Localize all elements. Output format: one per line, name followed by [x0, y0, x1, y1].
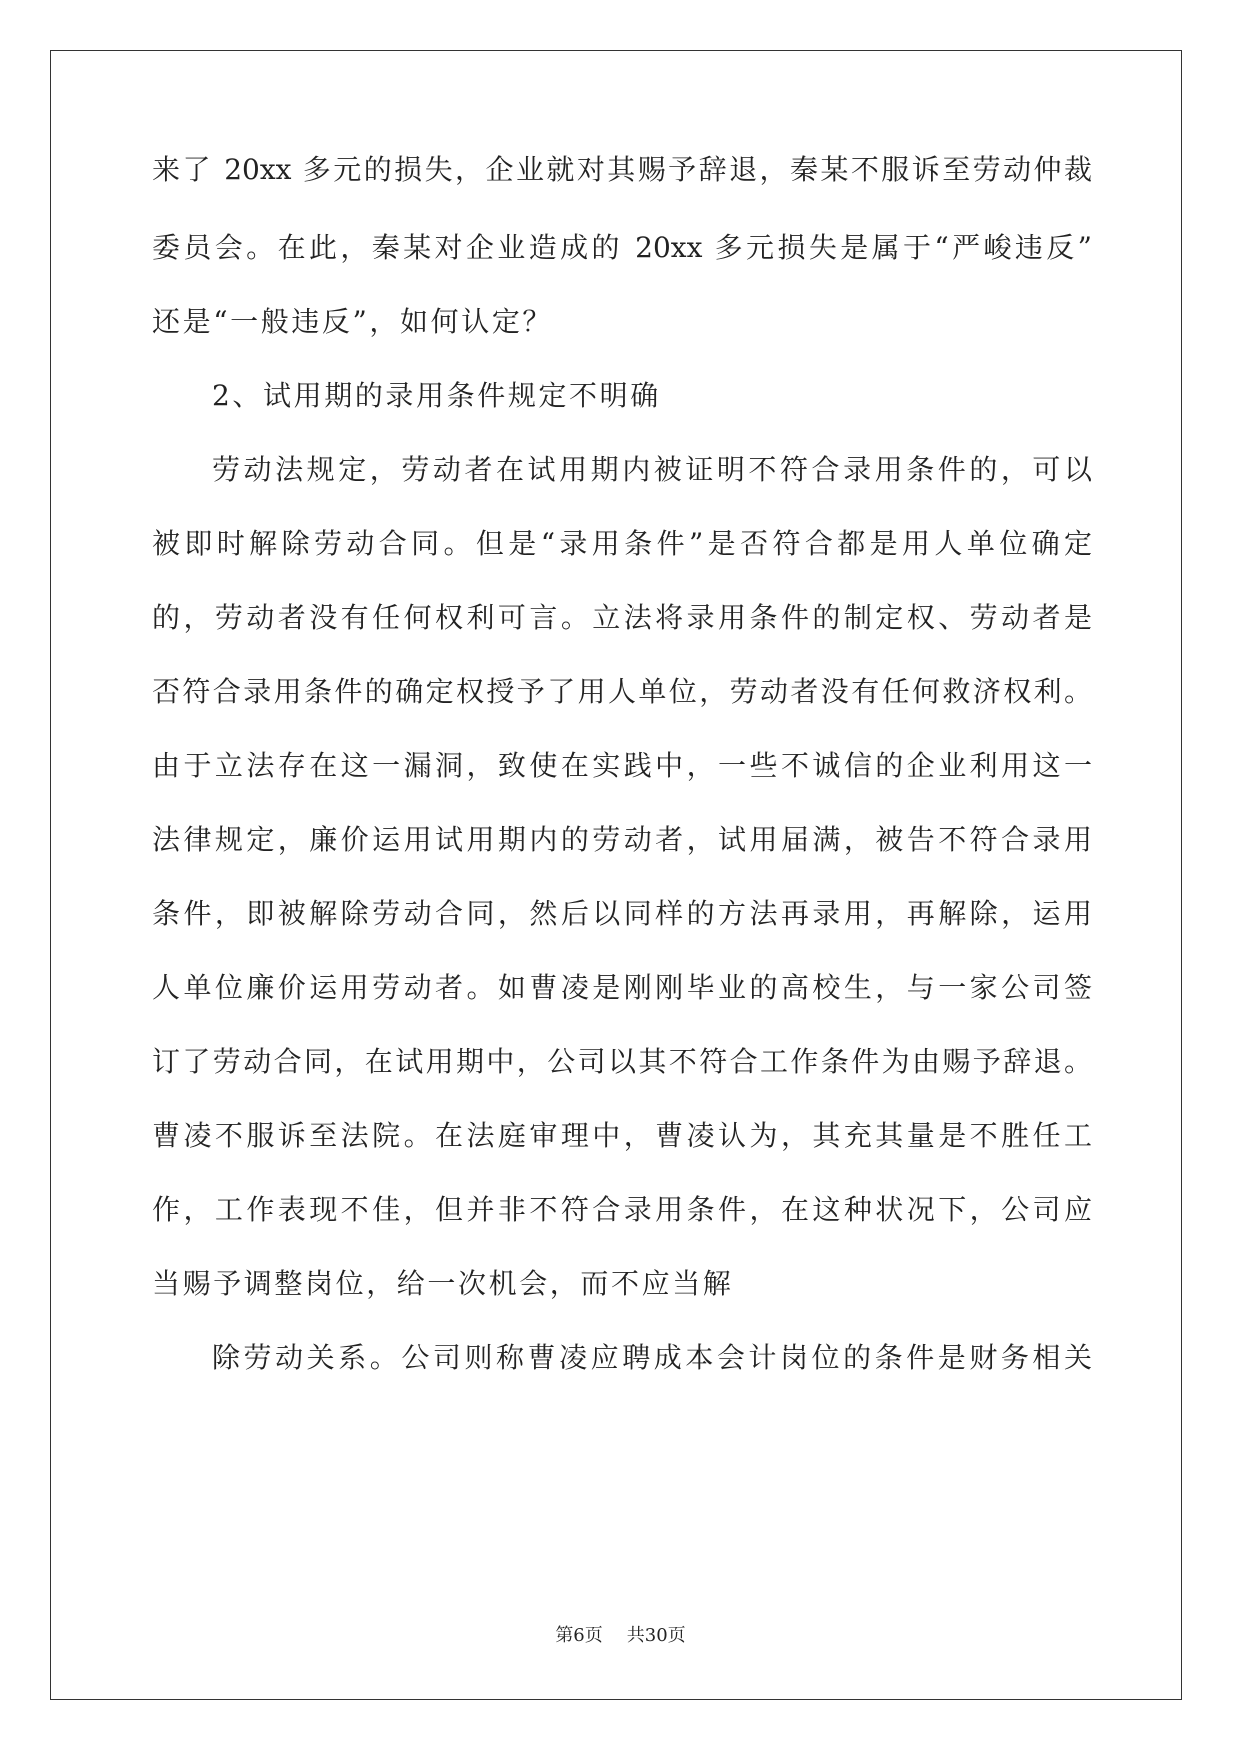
- total-pages-label: 共30页: [626, 1625, 686, 1646]
- body-line: 的，劳动者没有任何权利可言。立法将录用条件的制定权、劳动者是: [152, 601, 1092, 634]
- body-line: 来了 20xx 多元的损失，企业就对其赐予辞退，秦某不服诉至劳动仲裁: [152, 153, 1092, 186]
- body-line: 劳动法规定，劳动者在试用期内被证明不符合录用条件的，可以: [212, 453, 1092, 486]
- body-line: 被即时解除劳动合同。但是“录用条件”是否符合都是用人单位确定: [152, 527, 1092, 560]
- body-line: 作，工作表现不佳，但并非不符合录用条件，在这种状况下，公司应: [152, 1193, 1092, 1226]
- body-line: 委员会。在此，秦某对企业造成的 20xx 多元损失是属于“严峻违反”: [152, 231, 1092, 264]
- body-line: 法律规定，廉价运用试用期内的劳动者，试用届满，被告不符合录用: [152, 823, 1092, 856]
- section-heading: 2、试用期的录用条件规定不明确: [212, 379, 661, 412]
- body-line: 订了劳动合同，在试用期中，公司以其不符合工作条件为由赐予辞退。: [152, 1045, 1092, 1078]
- body-line: 当赐予调整岗位，给一次机会，而不应当解: [152, 1267, 734, 1300]
- page-footer: [0, 1621, 1241, 1647]
- body-line: 由于立法存在这一漏洞，致使在实践中，一些不诚信的企业利用这一: [152, 749, 1092, 782]
- body-line: 除劳动关系。公司则称曹凌应聘成本会计岗位的条件是财务相关: [212, 1341, 1092, 1374]
- body-line: 否符合录用条件的确定权授予了用人单位，劳动者没有任何救济权利。: [152, 675, 1092, 708]
- body-line: 人单位廉价运用劳动者。如曹凌是刚刚毕业的高校生，与一家公司签: [152, 971, 1092, 1004]
- body-line: 还是“一般违反”，如何认定？: [152, 305, 554, 338]
- body-line: 曹凌不服诉至法院。在法庭审理中，曹凌认为，其充其量是不胜任工: [152, 1119, 1092, 1152]
- page-border: [50, 50, 1182, 1700]
- current-page-label: 第6页: [555, 1625, 603, 1646]
- body-line: 条件，即被解除劳动合同，然后以同样的方法再录用，再解除，运用: [152, 897, 1092, 930]
